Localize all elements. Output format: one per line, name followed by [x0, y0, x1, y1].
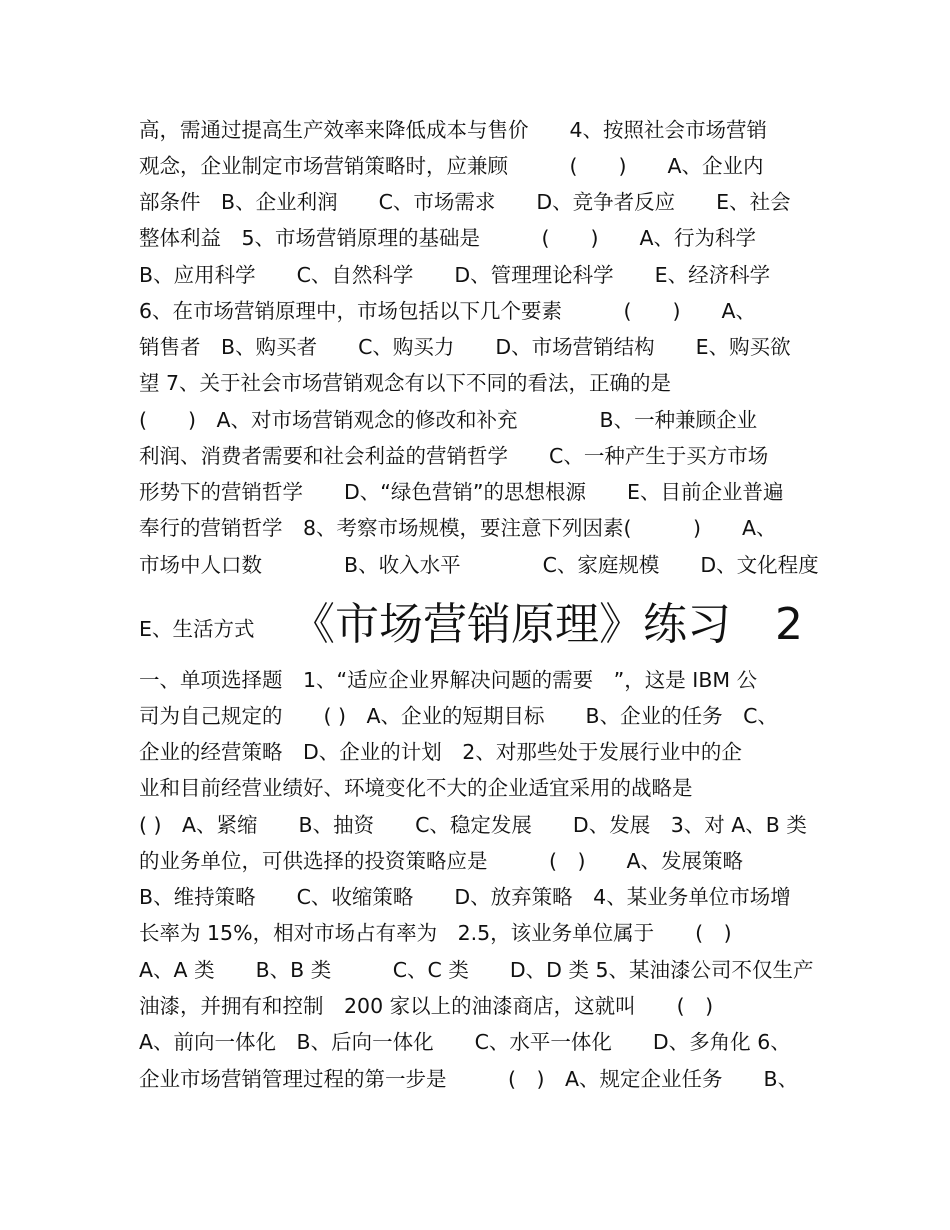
text-line: 长率为 15%，相对市场占有率为 2.5，该业务单位属于 ( ) — [139, 921, 732, 945]
text-line: 的业务单位，可供选择的投资策略应是 ( ) A、发展策略 — [139, 849, 744, 873]
section-title-row — [139, 596, 819, 658]
text-line: 销售者 B、购买者 C、购买力 D、市场营销结构 E、购买欲 — [139, 335, 791, 359]
text-line: 利润、消费者需要和社会利益的营销哲学 C、一种产生于买方市场 — [139, 444, 769, 468]
text-line: 一、单项选择题 1、“适应企业界解决问题的需要 ”，这是 IBM 公 — [139, 668, 758, 692]
text-line: 形势下的营销哲学 D、“绿色营销”的思想根源 E、目前企业普遍 — [139, 480, 784, 504]
text-line: 企业的经营策略 D、企业的计划 2、对那些处于发展行业中的企 — [139, 740, 742, 764]
text-line: 观念，企业制定市场营销策略时，应兼顾 ( ) A、企业内 — [139, 154, 764, 178]
text-line: A、A 类 B、B 类 C、C 类 D、D 类 5、某油漆公司不仅生产 — [139, 958, 814, 982]
text-line: B、应用科学 C、自然科学 D、管理理论科学 E、经济科学 — [139, 263, 771, 287]
text-line: 企业市场营销管理过程的第一步是 ( ) A、规定企业任务 B、 — [139, 1067, 799, 1091]
text-line: 6、在市场营销原理中，市场包括以下几个要素 ( ) A、 — [139, 299, 757, 323]
text-line: 望 7、关于社会市场营销观念有以下不同的看法，正确的是 — [139, 371, 672, 395]
text-line: A、前向一体化 B、后向一体化 C、水平一体化 D、多角化 6、 — [139, 1030, 791, 1054]
text-line: 油漆，并拥有和控制 200 家以上的油漆商店，这就叫 ( ) — [139, 994, 714, 1018]
text-line: 部条件 B、企业利润 C、市场需求 D、竞争者反应 E、社会 — [139, 190, 791, 214]
text-line: 奉行的营销哲学 8、考察市场规模，要注意下列因素( ) A、 — [139, 516, 777, 540]
section-title: 《市场营销原理》练习 2 — [291, 599, 803, 650]
text-line: ( ) A、对市场营销观念的修改和补充 B、一种兼顾企业 — [139, 408, 758, 432]
text-line: 市场中人口数 B、收入水平 C、家庭规模 D、文化程度 — [139, 553, 819, 577]
text-line: B、维持策略 C、收缩策略 D、放弃策略 4、某业务单位市场增 — [139, 885, 791, 909]
text-line: 整体利益 5、市场营销原理的基础是 ( ) A、行为科学 — [139, 226, 757, 250]
text-line: ( ) A、紧缩 B、抽资 C、稳定发展 D、发展 3、对 A、B 类 — [139, 813, 807, 837]
text-line: 司为自己规定的 ( ) A、企业的短期目标 B、企业的任务 C、 — [139, 704, 778, 728]
text-line: 业和目前经营业绩好、环境变化不大的企业适宜采用的战略是 — [139, 776, 693, 800]
title-lead-text: E、生活方式 — [139, 617, 255, 641]
text-line: 高，需通过提高生产效率来降低成本与售价 4、按照社会市场营销 — [139, 118, 768, 142]
